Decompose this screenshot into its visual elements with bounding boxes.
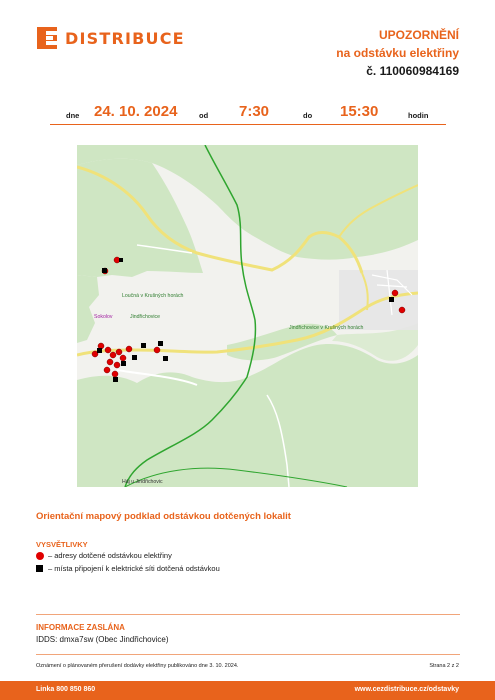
footer-phone[interactable]: Linka 800 850 860 [36, 686, 96, 693]
affected-address-marker [154, 347, 160, 353]
affected-address-marker [110, 352, 116, 358]
connection-point-marker [163, 356, 168, 361]
map-label-jindrichovice-kh: Jindřichovice v Krušných horách [289, 325, 364, 331]
connection-point-marker [121, 361, 126, 366]
connection-point-marker [102, 268, 107, 273]
affected-address-marker [114, 362, 120, 368]
connection-point-marker [113, 377, 118, 382]
affected-address-marker [120, 355, 126, 361]
affected-address-marker [112, 371, 118, 377]
footer-bar [0, 681, 495, 700]
red-dot-icon [36, 552, 44, 560]
divider [36, 654, 460, 655]
outage-dateline [50, 102, 446, 125]
publication-note: Oznámení o plánovaném přerušení dodávky elektřiny publikováno dne 3. 10. 2024. [36, 663, 239, 669]
logo-text: DISTRIBUCE [65, 28, 185, 48]
notice-number: č. 110060984169 [366, 64, 459, 78]
affected-address-marker [107, 359, 113, 365]
affected-address-marker [126, 346, 132, 352]
info-value: IDDS: dmxa7sw (Obec Jindřichovice) [36, 635, 169, 644]
page-number: Strana 2 z 2 [429, 663, 459, 669]
black-square-icon [36, 565, 43, 572]
to-time: 15:30 [340, 103, 379, 120]
legend-square-label: – místa připojení k elektrické síti dotčená odstávkou [48, 564, 220, 573]
affected-address-marker [105, 347, 111, 353]
map-label-sokolov: Sokolov [94, 314, 113, 320]
date-label: dne [66, 111, 80, 120]
legend-title: VYSVĚTLIVKY [36, 540, 88, 549]
legend-row-connections [36, 564, 220, 573]
notice-subtitle: na odstávku elektřiny [336, 46, 459, 60]
connection-point-marker [141, 343, 146, 348]
affected-address-marker [116, 349, 122, 355]
map-label-jindrichovice: Jindřichovice [130, 314, 160, 320]
affected-address-marker [104, 367, 110, 373]
divider [36, 614, 460, 615]
legend-dot-label: – adresy dotčené odstávkou elektřiny [48, 551, 172, 560]
outage-map [77, 145, 418, 487]
hours-label: hodin [408, 111, 429, 120]
connection-point-marker [97, 348, 102, 353]
notice-title: UPOZORNĚNÍ [378, 28, 459, 42]
map-label-loucna: Loučná v Krušných horách [122, 293, 184, 299]
legend-row-addresses [36, 551, 172, 560]
connection-point-marker [119, 258, 123, 262]
map-label-haj: Háj u Jindřichovic [122, 479, 163, 485]
cez-logo-icon [37, 27, 57, 49]
to-label: do [303, 111, 313, 120]
map-caption: Orientační mapový podklad odstávkou dotčených lokalit [36, 511, 291, 522]
notice-heading [336, 26, 459, 80]
footer-website-link[interactable]: www.cezdistribuce.cz/odstavky [354, 686, 459, 693]
company-logo [37, 27, 185, 49]
info-title: INFORMACE ZASLÁNA [36, 623, 125, 632]
affected-address-marker [392, 290, 398, 296]
connection-point-marker [158, 341, 163, 346]
connection-point-marker [389, 297, 394, 302]
from-label: od [199, 111, 209, 120]
outage-date: 24. 10. 2024 [94, 103, 178, 120]
from-time: 7:30 [239, 103, 270, 120]
affected-address-marker [399, 307, 405, 313]
connection-point-marker [132, 355, 137, 360]
